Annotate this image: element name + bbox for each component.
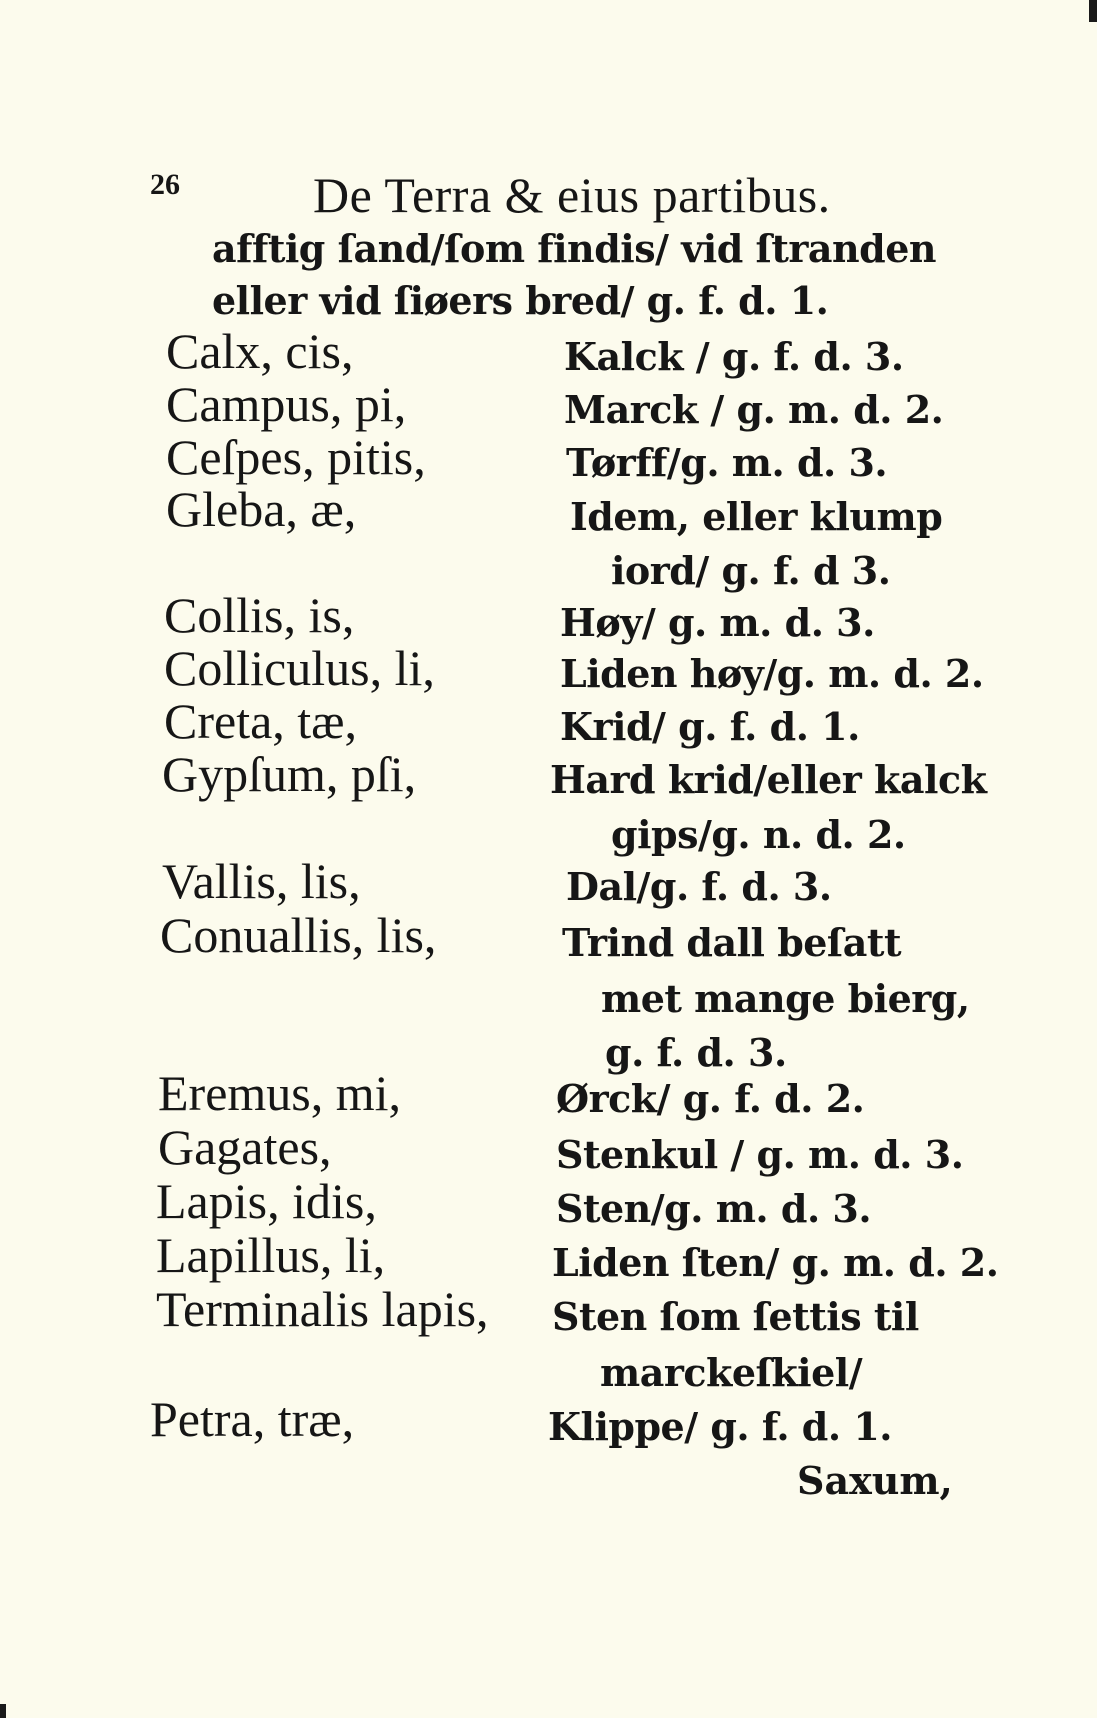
latin-term: Eremus, mi, [158, 1065, 402, 1121]
latin-term: Conuallis, lis, [160, 907, 437, 963]
latin-term: Lapis, idis, [156, 1173, 377, 1229]
latin-term: Calx, cis, [166, 323, 354, 379]
latin-term: Terminalis lapis, [156, 1281, 489, 1337]
intro-line-2: eller vid ſiøers bred/ g. f. d. 1. [212, 278, 829, 323]
danish-gloss: Idem, eller klump [570, 494, 943, 539]
danish-gloss: Marck / g. m. d. 2. [564, 387, 944, 432]
danish-gloss: Sten ſom ſettis til [552, 1294, 919, 1339]
danish-gloss: Ørck/ g. f. d. 2. [556, 1076, 865, 1121]
latin-term: Lapillus, li, [156, 1227, 386, 1283]
danish-gloss-cont: gips/g. n. d. 2. [611, 812, 906, 857]
danish-gloss: Stenkul / g. m. d. 3. [556, 1132, 964, 1177]
scan-edge-mark [1089, 0, 1097, 22]
danish-gloss-cont: met mange bierg, [601, 976, 970, 1021]
danish-gloss: Krid/ g. f. d. 1. [560, 704, 860, 749]
danish-gloss: Klippe/ g. f. d. 1. [548, 1404, 893, 1449]
latin-term: Vallis, lis, [162, 853, 361, 909]
danish-gloss: Liden høy/g. m. d. 2. [560, 651, 984, 696]
latin-term: Collis, is, [164, 587, 355, 643]
danish-gloss: Trind dall beſatt [562, 920, 902, 965]
catchword: Saxum, [797, 1458, 953, 1503]
page-number: 26 [150, 168, 180, 201]
latin-term: Gleba, æ, [166, 481, 357, 537]
danish-gloss-cont: g. f. d. 3. [605, 1030, 787, 1075]
danish-gloss: Hard krid/eller kalck [550, 757, 987, 802]
danish-gloss: Dal/g. f. d. 3. [566, 864, 832, 909]
scan-corner-mark [0, 1704, 6, 1718]
danish-gloss: Tørff/g. m. d. 3. [566, 440, 888, 485]
running-title: De Terra & eius partibus. [313, 167, 831, 223]
latin-term: Gagates, [158, 1119, 332, 1175]
danish-gloss: Høy/ g. m. d. 3. [560, 600, 875, 645]
latin-term: Gypſum, pſi, [162, 746, 417, 802]
latin-term: Petra, træ, [150, 1391, 355, 1447]
danish-gloss-cont: marckeſkiel/ [600, 1350, 863, 1395]
latin-term: Creta, tæ, [164, 693, 358, 749]
danish-gloss: Kalck / g. f. d. 3. [564, 334, 904, 379]
latin-term: Ceſpes, pitis, [166, 429, 426, 485]
latin-term: Campus, pi, [166, 376, 407, 432]
intro-line-1: afftig ſand/ſom findis/ vid ſtranden [212, 226, 937, 271]
danish-gloss: Liden ſten/ g. m. d. 2. [552, 1240, 999, 1285]
danish-gloss: Sten/g. m. d. 3. [556, 1186, 872, 1231]
latin-term: Colliculus, li, [164, 640, 435, 696]
danish-gloss-cont: iord/ g. f. d 3. [611, 548, 891, 593]
